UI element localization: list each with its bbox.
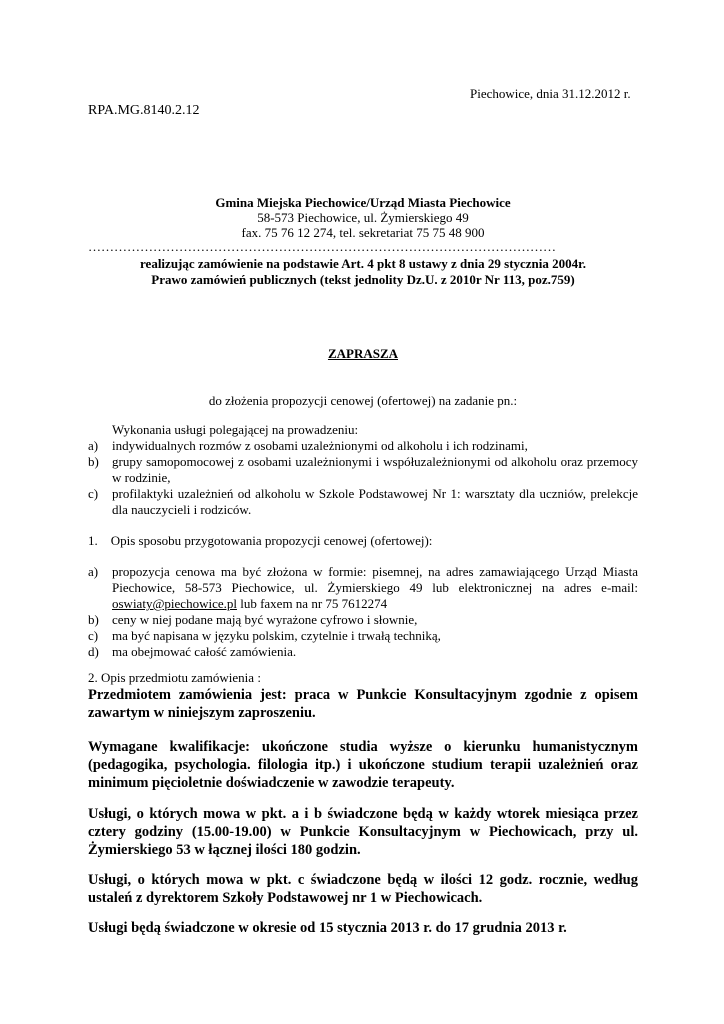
- legal-basis-line1: realizując zamówienie na podstawie Art. 4 pkt 8 ustawy z dnia 29 stycznia 2004r.: [140, 256, 586, 271]
- issuer-address: 58-573 Piechowice, ul. Żymierskiego 49: [257, 210, 469, 225]
- offer-item: c) ma być napisana w języku polskim, czytelnie i trwałą techniką,: [88, 628, 441, 643]
- school-services-paragraph: Usługi, o których mowa w pkt. c świadczone będą w ilości 12 godz. rocznie, według ustaleń z dyrektorem Szkoły Podstawowej nr 1 w Piechowicach.: [88, 872, 638, 906]
- subject-paragraph: Przedmiotem zamówienia jest: praca w Punkcie Konsultacyjnym zgodnie z opisem zawartym w niniejszym zaproszeniu.: [88, 687, 638, 721]
- email-link[interactable]: oswiaty@piechowice.pl: [112, 596, 237, 611]
- dotted-separator: ………………………………………………………………………………………………: [88, 239, 556, 254]
- offer-item: b) ceny w niej podane mają być wyrażone cyfrowo i słownie,: [88, 612, 418, 627]
- invite-title: ZAPRASZA: [327, 346, 399, 361]
- place-date: Piechowice, dnia 31.12.2012 r.: [470, 86, 631, 101]
- offer-item-a: a) propozycja cenowa ma być złożona w formie: pisemnej, na adres zamawiającego Urząd Miasta Piechowice, 58-573 Piechowice, ul. Żymierskiego 49 lub elektronicznej na adres e-mail: oswiaty@piechowice.pl lub faxem na nr 75 7612274: [88, 564, 638, 611]
- issuer-name: Gmina Miejska Piechowice/Urząd Miasta Piechowice: [215, 195, 511, 210]
- invite-subtitle: do złożenia propozycji cenowej (ofertowej) na zadanie pn.:: [208, 393, 518, 408]
- services-schedule-paragraph: Usługi, o których mowa w pkt. a i b świadczone będą w każdy wtorek miesiąca przez cztery godziny (15.00-19.00) w Punkcie Konsultacyjnym w Piechowicach, przy ul. Żymierskiego 53 w łącznej ilości 180 godzin.: [88, 806, 638, 858]
- task-item: c) profilaktyki uzależnień od alkoholu w Szkole Podstawowej Nr 1: warsztaty dla uczniów, prelekcje dla nauczycieli i rodziców.: [88, 486, 638, 517]
- qualifications-paragraph: Wymagane kwalifikacje: ukończone studia wyższe o kierunku humanistycznym (pedagogika, psychologia. filologia itp.) i ukończone studium terapii uzależnień oraz minimum pięcioletnie doświadczenie w zawodzie terapeuty.: [88, 739, 638, 791]
- reference-number: RPA.MG.8140.2.12: [88, 103, 200, 118]
- task-item: a) indywidualnych rozmów z osobami uzależnionymi od alkoholu i ich rodzinami,: [88, 438, 528, 453]
- service-period-paragraph: Usługi będą świadczone w okresie od 15 stycznia 2013 r. do 17 grudnia 2013 r.: [88, 920, 567, 936]
- task-intro: Wykonania usługi polegającej na prowadzeniu:: [112, 422, 359, 437]
- section2-heading: 2. Opis przedmiotu zamówienia :: [88, 670, 261, 685]
- legal-basis-line2: Prawo zamówień publicznych (tekst jednolity Dz.U. z 2010r Nr 113, poz.759): [151, 272, 575, 287]
- section1-list: [88, 564, 638, 660]
- task-list: [88, 438, 638, 518]
- offer-item: d) ma obejmować całość zamówienia.: [88, 644, 297, 659]
- issuer-contact: fax. 75 76 12 274, tel. sekretariat 75 75 48 900: [241, 225, 485, 240]
- section1-heading: 1. Opis sposobu przygotowania propozycji cenowej (ofertowej):: [88, 533, 433, 548]
- task-item: b) grupy samopomocowej z osobami uzależnionymi i współuzależnionymi od alkoholu oraz przemocy w rodzinie,: [88, 454, 638, 485]
